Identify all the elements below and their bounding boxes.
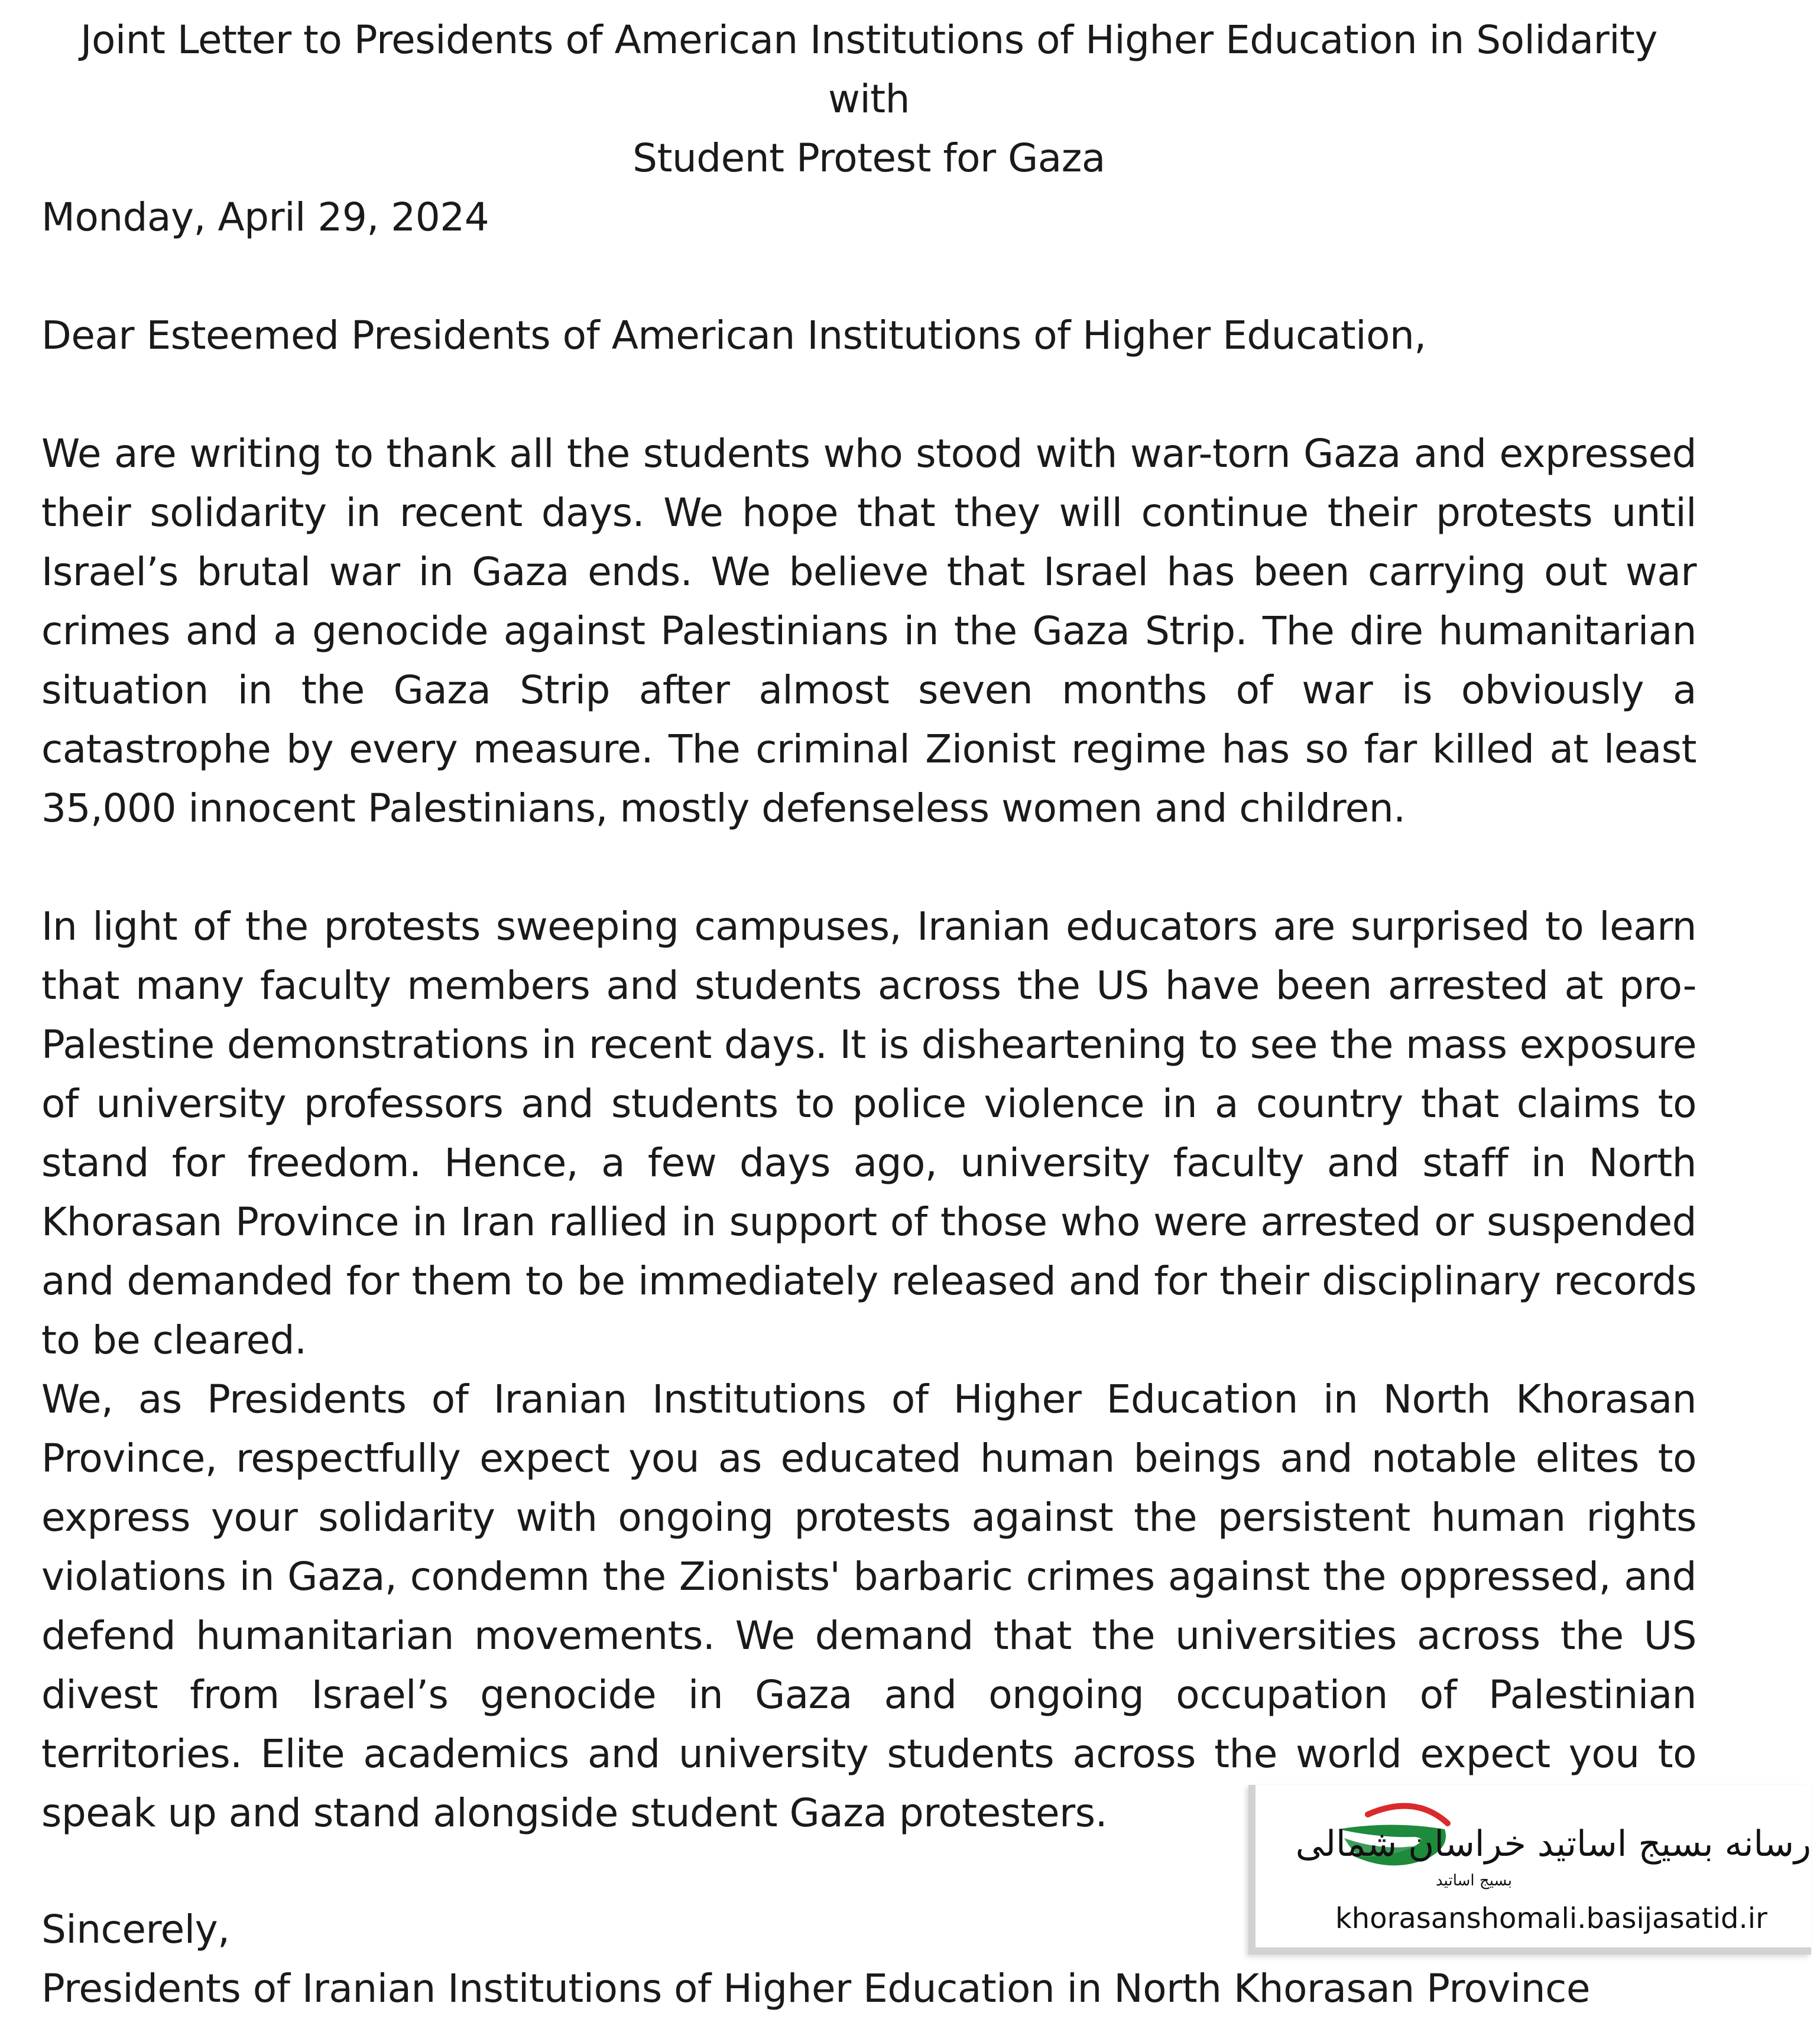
logo-caption: بسیج اساتید [1436, 1872, 1512, 1890]
letter-signature: Presidents of Iranian Institutions of Higher Education in North Khorasan Province [41, 1966, 1590, 2011]
watermark-url: khorasanshomali.basijasatid.ir [1335, 1902, 1767, 1935]
letter-paragraph-2: In light of the protests sweeping campuses, Iranian educators are surprised to learn that many faculty members and students across the US have been arrested at pro-Palestine demonstrations in recent days. It is disheartening to see the mass exposure of university professors and students to police violence in a country that claims to stand for freedom. Hence, a few days ago, university faculty and staff in North Khorasan Province in Iran rallied in support of those who were arrested or suspended and demanded for them to be immediately released and for their disciplinary records to be cleared. [41, 904, 1696, 1363]
watermark-name: رسانه بسیج اساتید خراسان شمالی [1295, 1823, 1811, 1865]
watermark-badge [1248, 1785, 1811, 1955]
letter-closing: Sincerely, [41, 1907, 230, 1952]
letter-paragraph-1: We are writing to thank all the students who stood with war-torn Gaza and expressed their solidarity in recent days. We hope that they will continue their protests until Israel’s brutal war in Gaza ends. We believe that Israel has been carrying out war crimes and a genocide against Palestinians in the Gaza Strip. The dire humanitarian situation in the Gaza Strip after almost seven months of war is obviously a catastrophe by every measure. The criminal Zionist regime has so far killed at least 35,000 innocent Palestinians, mostly defenseless women and children. [41, 431, 1696, 831]
letter-salutation: Dear Esteemed Presidents of American Institutions of Higher Education, [41, 313, 1426, 358]
letter-date: Monday, April 29, 2024 [41, 194, 489, 240]
letter-title-line-1: Joint Letter to Presidents of American Institutions of Higher Education in Solidarity with [80, 17, 1657, 122]
letter-paragraph-3: We, as Presidents of Iranian Institutions of Higher Education in North Khorasan Province, respectfully expect you as educated human beings and notable elites to express your solidarity with ongoing protests against the persistent human rights violations in Gaza, condemn the Zionists' barbaric crimes against the oppressed, and defend humanitarian movements. We demand that the universities across the US divest from Israel’s genocide in Gaza and ongoing occupation of Palestinian territories. Elite academics and university students across the world expect you to speak up and stand alongside student Gaza protesters. [41, 1377, 1696, 1836]
letter-title-line-2: Student Protest for Gaza [632, 135, 1105, 181]
letter-title [41, 11, 1696, 188]
